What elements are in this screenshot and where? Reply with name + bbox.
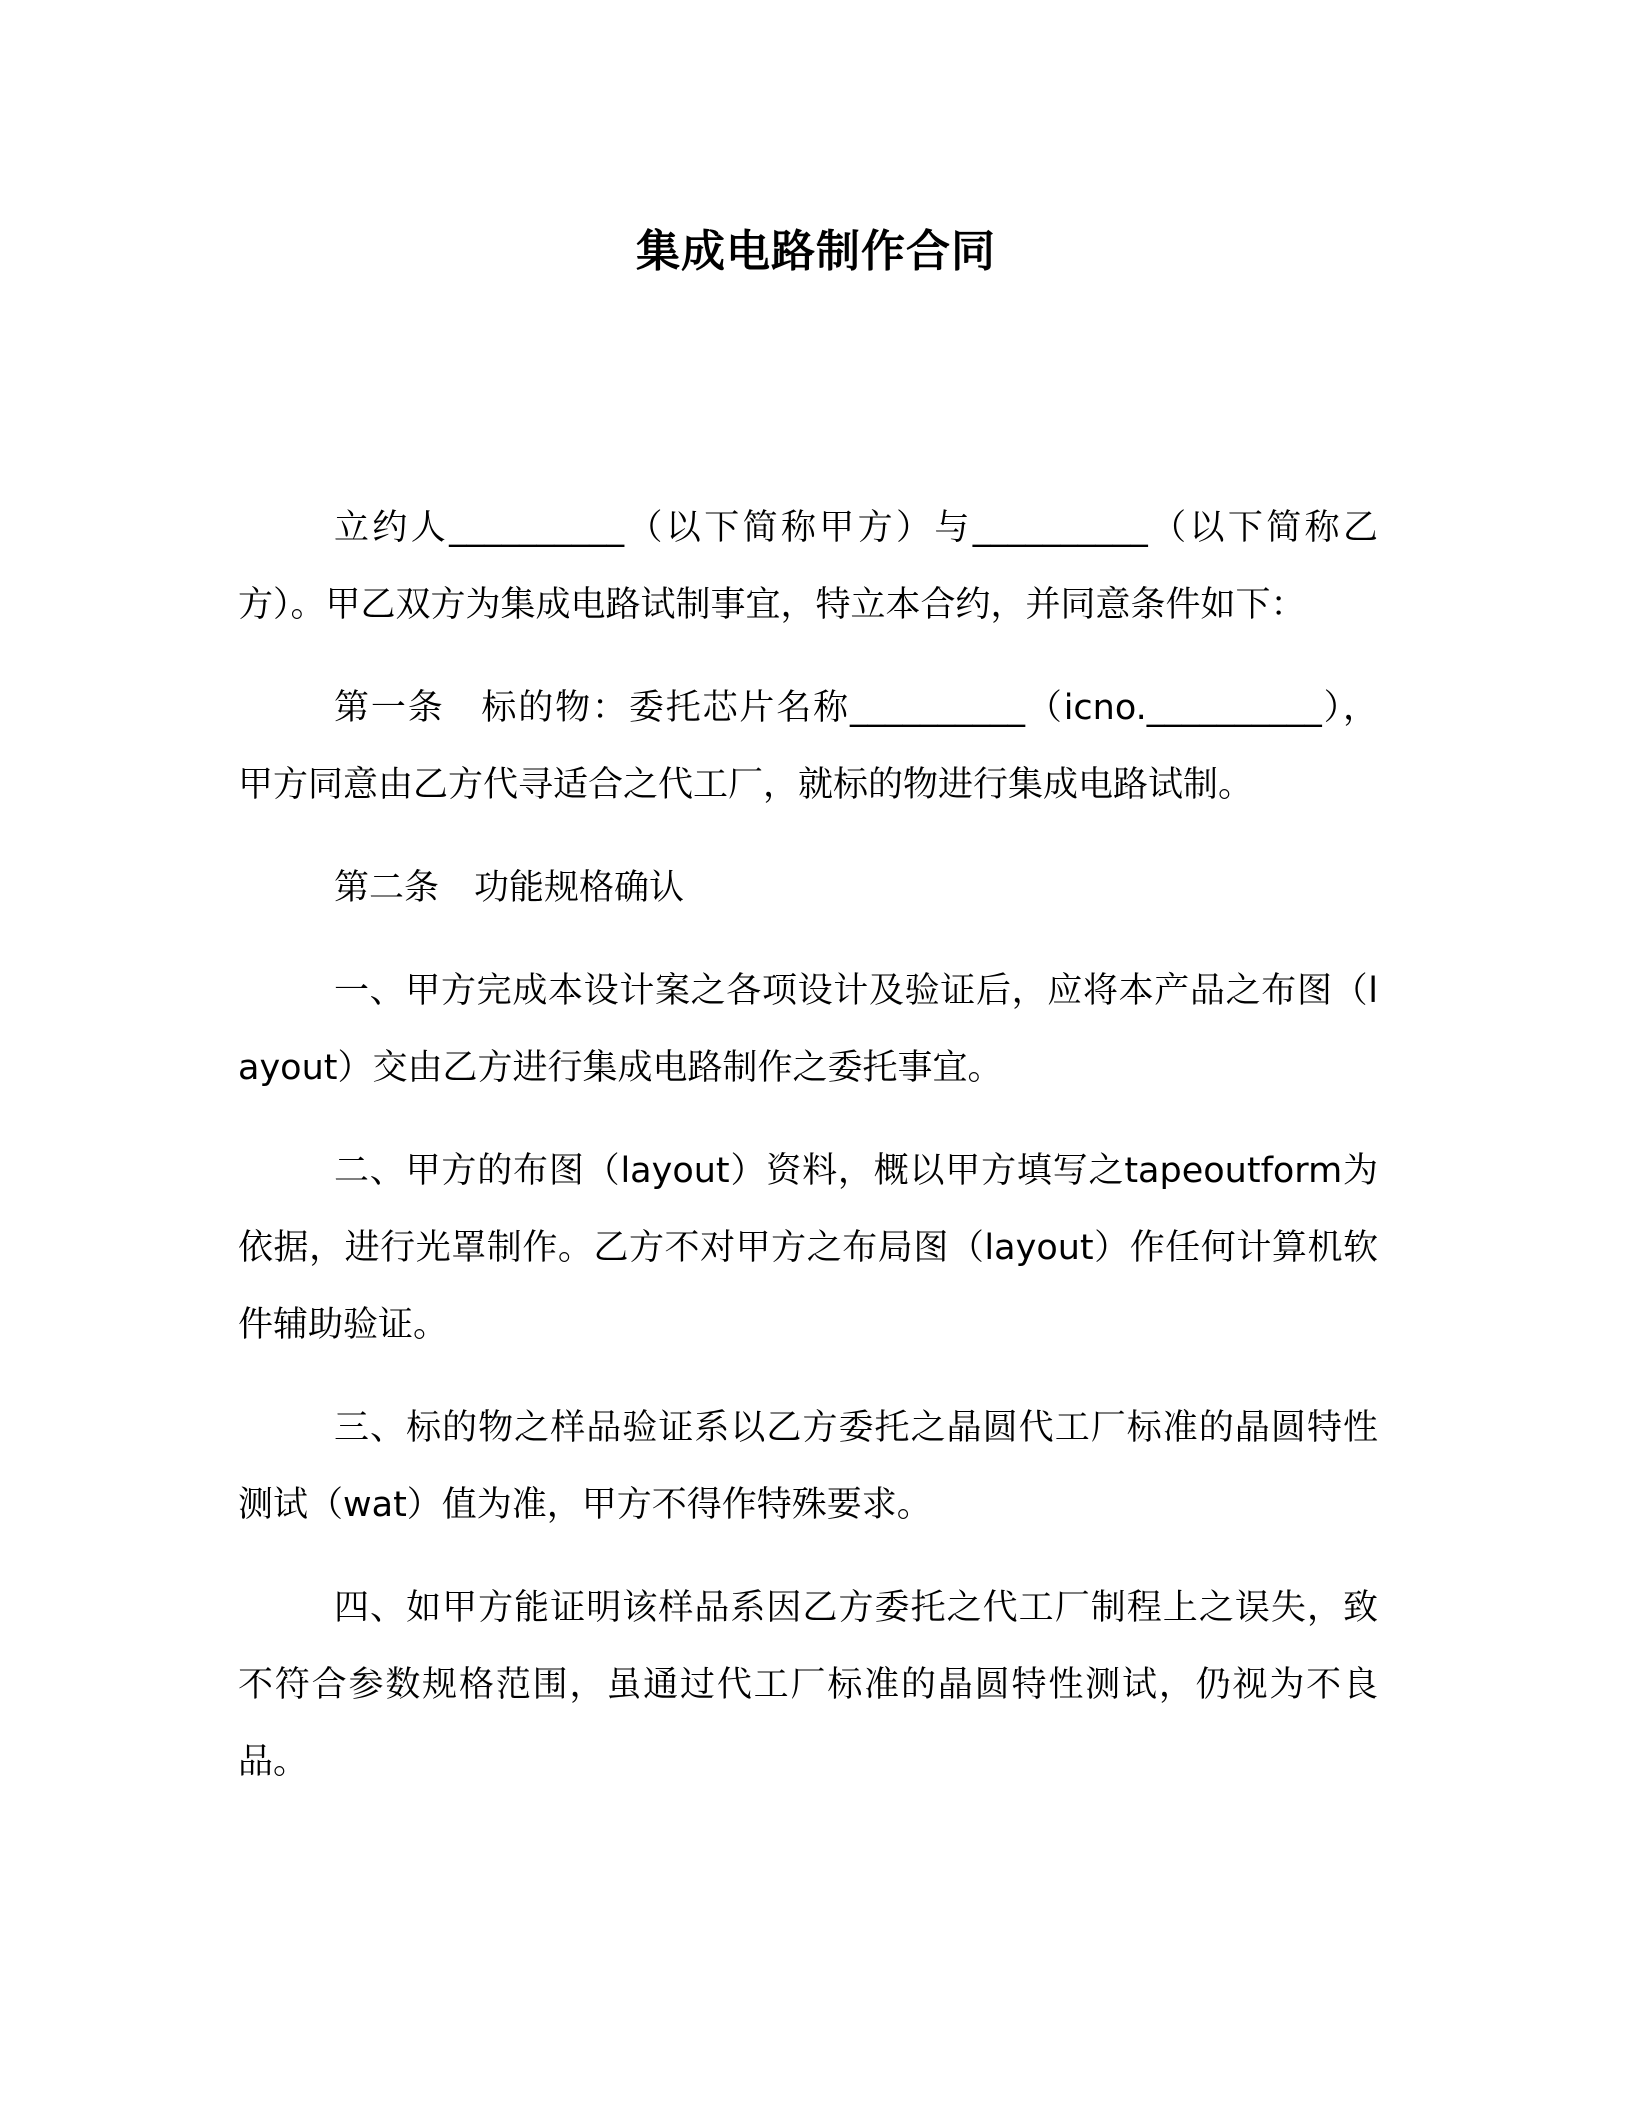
document-body [238, 490, 1378, 1827]
paragraph-clause-3: 三、标的物之样品验证系以乙方委托之晶圆代工厂标准的晶圆特性测试（wat）值为准，甲方不得作特殊要求。 [238, 1408, 1378, 1525]
paragraph-clause-1: 一、甲方完成本设计案之各项设计及验证后，应将本产品之布图（layout）交由乙方进行集成电路制作之委托事宜。 [238, 971, 1378, 1088]
paragraph-clause-2: 二、甲方的布图（layout）资料，概以甲方填写之tapeoutform为依据，进行光罩制作。乙方不对甲方之布局图（layout）作任何计算机软件辅助验证。 [238, 1151, 1378, 1345]
paragraph-article-2-heading: 第二条 功能规格确认 [334, 868, 685, 908]
paragraph-clause-4: 四、如甲方能证明该样品系因乙方委托之代工厂制程上之误失，致不符合参数规格范围，虽通过代工厂标准的晶圆特性测试，仍视为不良品。 [238, 1588, 1378, 1782]
paragraph-article-1: 第一条 标的物：委托芯片名称__________（icno.__________），甲方同意由乙方代寻适合之代工厂，就标的物进行集成电路试制。 [238, 688, 1378, 805]
document-title: 集成电路制作合同 [636, 226, 996, 277]
paragraph-parties: 立约人__________（以下简称甲方）与__________（以下简称乙方）。甲乙双方为集成电路试制事宜，特立本合约，并同意条件如下： [238, 508, 1378, 625]
